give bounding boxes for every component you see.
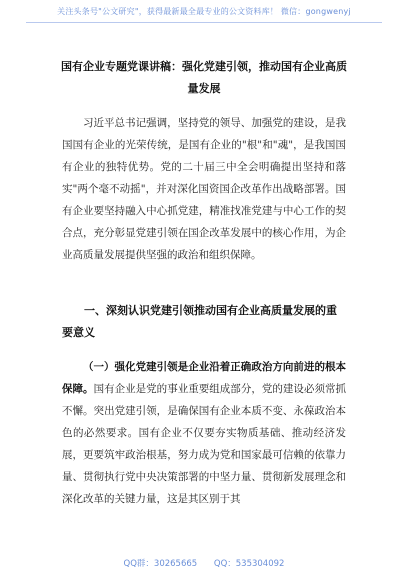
paragraph-section-1 <box>62 356 346 510</box>
subheading-1: （一）强化党建引领是企业沿着正确政治方向前进的根本保障。 <box>62 361 346 395</box>
footer-contact <box>0 557 408 569</box>
paragraph-intro: 习近平总书记强调，坚持党的领导、加强党的建设，是我国国有企业的光荣传统，是国有企业的"根"和"魂"，是我国国有企业的独特优势。党的二十届三中全会明确提出坚持和落实"两个毫不动摇"，并对深化国资国企改革作出战略部署。国有企业要坚持融入中心抓党建，精准找准党建与中心工作的契合点，充分彰显党建引领在国企改革发展中的核心作用，为企业高质量发展提供坚强的政治和组织保障。 <box>62 117 346 261</box>
footer-qq: QQ：535304092 <box>213 559 285 569</box>
header-banner: 关注头条号"公文研究"，获得最新最全最专业的公文资料库！ 微信：gongwenyj <box>57 7 351 16</box>
paragraph-section-1-text: 国有企业是党的事业重要组成部分，党的建设必须常抓不懈。突出党建引领，是确保国有企业本质不变、永葆政治本色的必然要求。国有企业不仅要夯实物质基础、推动经济发展，更要筑牢政治根基，努力成为党和国家最可信赖的依靠力量、贯彻执行党中央决策部署的中坚力量、贯彻新发展理念和深化改革的关键力量，这是其区别于其 <box>62 383 347 505</box>
footer-qq-group: QQ群：30265665 <box>123 559 198 569</box>
header-divider <box>26 22 382 23</box>
section-heading-1: 一、深刻认识党建引领推动国有企业高质量发展的重要意义 <box>62 304 337 339</box>
document-title: 国有企业专题党课讲稿：强化党建引领，推动国有企业高质量发展 <box>61 60 347 95</box>
